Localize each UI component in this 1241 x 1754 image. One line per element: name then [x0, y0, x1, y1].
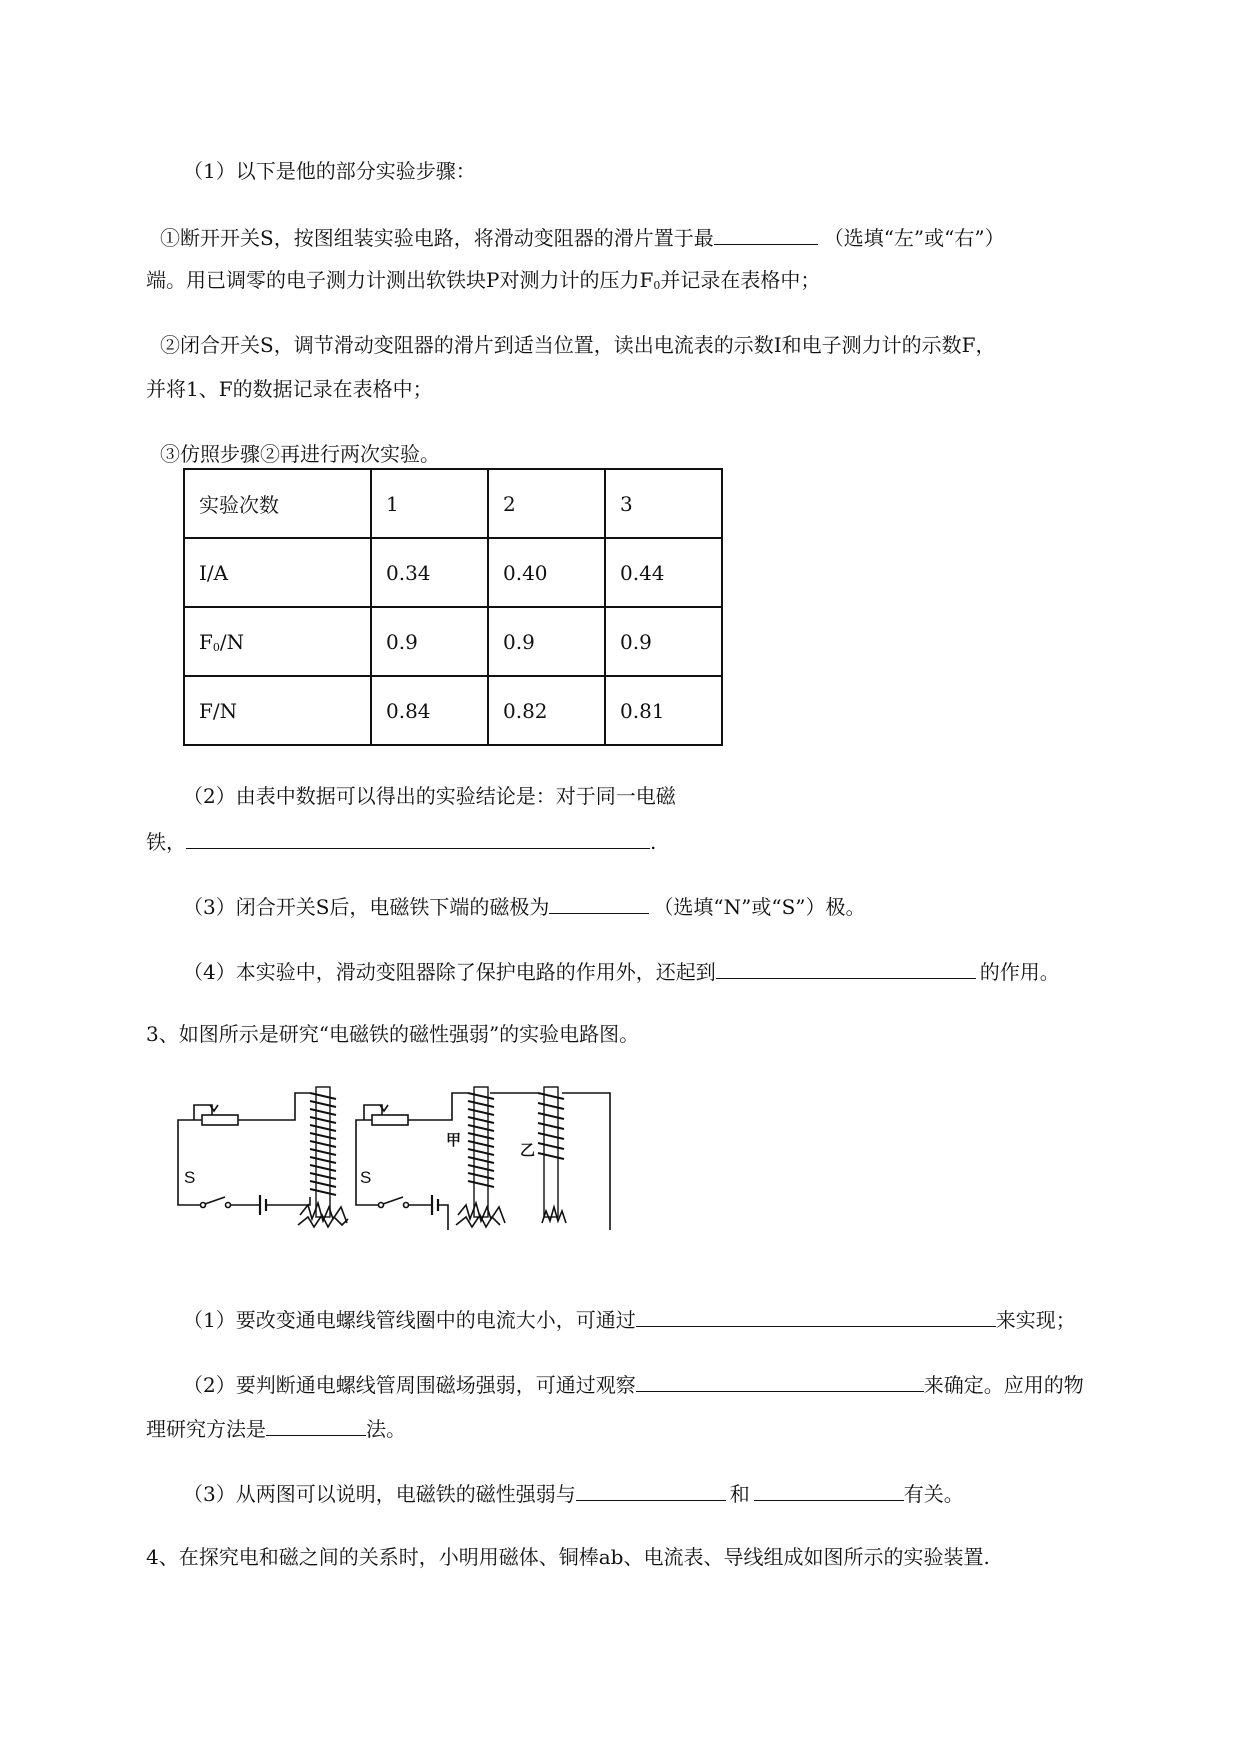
answer-blank-conclusion[interactable]: [186, 826, 650, 849]
q3-part2-line2: 理研究方法是 法。: [146, 1413, 406, 1443]
electromagnet-jia: [456, 1087, 505, 1227]
rheostat-icon: [372, 1115, 408, 1125]
table-row: $F_0/N$ 0.9 0.9 0.9: [184, 607, 722, 676]
q3-part3: （3）从两图可以说明，电磁铁的磁性强弱与 和 有关。: [183, 1478, 964, 1508]
table-row: F/N 0.84 0.82 0.81: [184, 676, 722, 745]
q3-part2-line1: （2）要判断通电螺线管周围磁场强弱，可通过观察 来确定。应用的物: [183, 1369, 1084, 1399]
answer-blank-current-method[interactable]: [636, 1304, 996, 1327]
q3-title: 3、如图所示是研究“电磁铁的磁性强弱”的实验电路图。: [146, 1022, 640, 1046]
data-table: [183, 468, 723, 746]
electromagnet-left: [298, 1087, 348, 1227]
table-row: I/A 0.34 0.40 0.44: [184, 538, 722, 607]
rheostat-icon: [202, 1115, 238, 1125]
q3-part1: （1）要改变通电螺线管线圈中的电流大小，可通过 来实现；: [183, 1304, 1076, 1334]
circuit-left: [178, 1093, 310, 1215]
q2-step2-line2: 并将1、F的数据记录在表格中；: [146, 377, 433, 401]
q4-title: 4、在探究电和磁之间的关系时，小明用磁体、铜棒ab、电流表、导线组成如图所示的实验装置.: [146, 1545, 990, 1569]
svg-text:乙: 乙: [520, 1141, 536, 1159]
q2-part4: （4）本实验中，滑动变阻器除了保护电路的作用外，还起到 的作用。: [183, 956, 1060, 986]
electromagnet-circuit-figure: [170, 1085, 650, 1230]
svg-text:S: S: [184, 1168, 196, 1187]
q2-part2-line2: 铁， .: [146, 826, 656, 856]
answer-blank-rheostat-role[interactable]: [716, 956, 976, 979]
q2-step1-line1: ①断开开关S，按图组装实验电路，将滑动变阻器的滑片置于最 （选填“左”或“右”）: [160, 222, 1005, 252]
svg-text:S: S: [360, 1168, 372, 1187]
q2-step1-line2: 端。用已调零的电子测力计测出软铁块P对测力计的压力$F_0$并记录在表格中；: [146, 268, 821, 292]
answer-blank-factor-2[interactable]: [754, 1478, 904, 1501]
answer-blank-factor-1[interactable]: [576, 1478, 726, 1501]
svg-text:甲: 甲: [446, 1131, 462, 1149]
q2-step3: ③仿照步骤②再进行两次实验。: [160, 442, 440, 466]
answer-blank-left-right[interactable]: [714, 222, 818, 245]
q2-step-intro: （1）以下是他的部分实验步骤：: [183, 159, 476, 183]
answer-blank-pole[interactable]: [549, 891, 649, 914]
q2-step2-line1: ②闭合开关S，调节滑动变阻器的滑片到适当位置，读出电流表的示数I和电子测力计的示数F，: [160, 333, 996, 357]
answer-blank-observation[interactable]: [636, 1369, 924, 1392]
electromagnet-yi: [538, 1087, 566, 1223]
answer-blank-method[interactable]: [266, 1413, 366, 1436]
q2-part3: （3）闭合开关S后，电磁铁下端的磁极为 （选填“N”或“S”）极。: [183, 891, 866, 921]
table-row: 实验次数 1 2 3: [184, 469, 722, 538]
q2-part2-line1: （2）由表中数据可以得出的实验结论是：对于同一电磁: [183, 784, 676, 808]
